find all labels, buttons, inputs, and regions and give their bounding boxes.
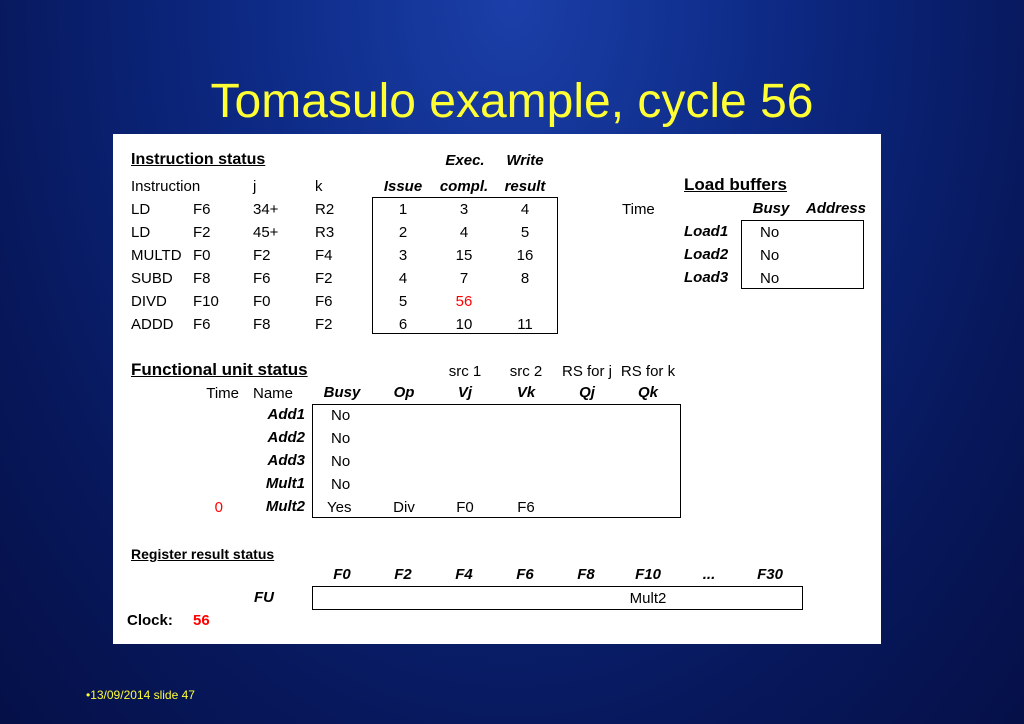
register-header: F4 xyxy=(455,566,473,583)
instr-exec: 7 xyxy=(459,270,469,287)
instr-issue: 6 xyxy=(398,316,408,333)
instr-op: ADDD xyxy=(131,316,174,333)
fu-name: Add3 xyxy=(267,452,305,469)
fu-qk-header: Qk xyxy=(637,384,658,401)
slide-footer: •13/09/2014 slide 47 xyxy=(86,688,195,702)
clock-value: 56 xyxy=(193,612,210,629)
register-header: F6 xyxy=(516,566,534,583)
functional-unit-heading: Functional unit status xyxy=(131,360,308,379)
instr-issue: 2 xyxy=(398,224,408,241)
fu-busy: No xyxy=(331,430,351,447)
fu-name: Add2 xyxy=(267,429,305,446)
instr-exec: 10 xyxy=(455,316,473,333)
instr-dest: F8 xyxy=(193,270,211,287)
instr-exec: 4 xyxy=(459,224,469,241)
instr-op: MULTD xyxy=(131,247,182,264)
load-buffer-busy: No xyxy=(760,224,780,241)
fu-op-header: Op xyxy=(393,384,415,401)
fu-qj-header: Qj xyxy=(579,384,595,401)
instruction-column-header: Instruction xyxy=(131,178,201,195)
fu-name: Mult2 xyxy=(265,498,305,515)
register-header: F10 xyxy=(635,566,661,583)
instr-j: F2 xyxy=(253,247,271,264)
fu-vk-header: Vk xyxy=(516,384,536,401)
register-header: F30 xyxy=(757,566,783,583)
fu-op: Div xyxy=(393,499,415,516)
load-time-header: Time xyxy=(622,201,655,218)
instr-op: DIVD xyxy=(131,293,167,310)
instr-k: R2 xyxy=(315,201,335,218)
write-header-top: Write xyxy=(506,152,544,169)
load-buffer-name: Load3 xyxy=(684,269,729,286)
instr-j: F0 xyxy=(253,293,271,310)
instr-j: F6 xyxy=(253,270,271,287)
k-column-header: k xyxy=(315,178,323,195)
instr-k: F6 xyxy=(315,293,333,310)
clock-label: Clock: xyxy=(127,612,173,629)
slide-title: Tomasulo example, cycle 56 xyxy=(210,75,814,128)
instr-dest: F6 xyxy=(193,316,211,333)
fu-name: Add1 xyxy=(267,406,305,423)
register-header: F8 xyxy=(577,566,595,583)
instr-op: LD xyxy=(131,201,151,218)
fu-time-remaining: 0 xyxy=(214,499,223,516)
instr-dest: F0 xyxy=(193,247,211,264)
register-header: ... xyxy=(702,566,716,583)
rsk-header-top: RS for k xyxy=(620,363,676,380)
instr-write: 16 xyxy=(516,247,534,264)
fu-busy: Yes xyxy=(327,499,352,516)
fu-vj-header: Vj xyxy=(457,384,473,401)
instr-k: F2 xyxy=(315,316,333,333)
j-column-header: j xyxy=(253,178,257,195)
fu-busy: No xyxy=(331,453,351,470)
instr-write: 8 xyxy=(520,270,530,287)
src1-header-top: src 1 xyxy=(448,363,482,380)
load-buffer-name: Load1 xyxy=(684,223,729,240)
instr-issue: 5 xyxy=(398,293,408,310)
exec-compl-column-header: compl. xyxy=(439,178,489,195)
instr-dest: F10 xyxy=(193,293,219,310)
issue-column-header: Issue xyxy=(383,178,423,195)
write-result-column-header: result xyxy=(504,178,546,195)
fu-busy-header: Busy xyxy=(323,384,361,401)
instr-j: 34+ xyxy=(253,201,279,218)
tomasulo-table-panel xyxy=(113,134,881,644)
fu-vk: F6 xyxy=(517,499,535,516)
load-address-header: Address xyxy=(806,200,867,217)
load-buffer-busy: No xyxy=(760,247,780,264)
instr-write: 5 xyxy=(520,224,530,241)
fu-busy: No xyxy=(331,407,351,424)
instr-write: 11 xyxy=(517,316,533,333)
instr-issue: 3 xyxy=(398,247,408,264)
instr-dest: F2 xyxy=(193,224,211,241)
instruction-status-heading: Instruction status xyxy=(131,151,266,168)
register-header: F2 xyxy=(394,566,412,583)
load-buffers-heading: Load buffers xyxy=(684,175,787,194)
instr-exec: 3 xyxy=(459,201,469,218)
src2-header-top: src 2 xyxy=(509,363,543,380)
register-fu-value: Mult2 xyxy=(629,590,667,607)
instr-j: 45+ xyxy=(253,224,279,241)
load-buffer-busy: No xyxy=(760,270,780,287)
exec-header-top: Exec. xyxy=(445,152,485,169)
instr-write: 4 xyxy=(520,201,530,218)
fu-name: Mult1 xyxy=(265,475,305,492)
fu-row-label: FU xyxy=(254,589,274,606)
instr-exec: 15 xyxy=(455,247,473,264)
instr-j: F8 xyxy=(253,316,271,333)
fu-name-header: Name xyxy=(253,385,294,402)
fu-time-header: Time xyxy=(206,385,239,402)
register-status-heading: Register result status xyxy=(131,546,275,562)
register-header: F0 xyxy=(333,566,351,583)
instr-issue: 4 xyxy=(398,270,408,287)
instr-k: F2 xyxy=(315,270,333,287)
register-status-box xyxy=(312,586,803,610)
instr-op: LD xyxy=(131,224,151,241)
fu-vj: F0 xyxy=(456,499,474,516)
instr-dest: F6 xyxy=(193,201,211,218)
instr-issue: 1 xyxy=(398,201,408,218)
instr-exec-current: 56 xyxy=(455,293,473,310)
instr-k: F4 xyxy=(315,247,333,264)
rsj-header-top: RS for j xyxy=(561,363,612,380)
load-busy-header: Busy xyxy=(752,200,790,217)
instr-op: SUBD xyxy=(131,270,173,287)
instr-k: R3 xyxy=(315,224,335,241)
load-buffer-name: Load2 xyxy=(684,246,729,263)
fu-busy: No xyxy=(331,476,351,493)
